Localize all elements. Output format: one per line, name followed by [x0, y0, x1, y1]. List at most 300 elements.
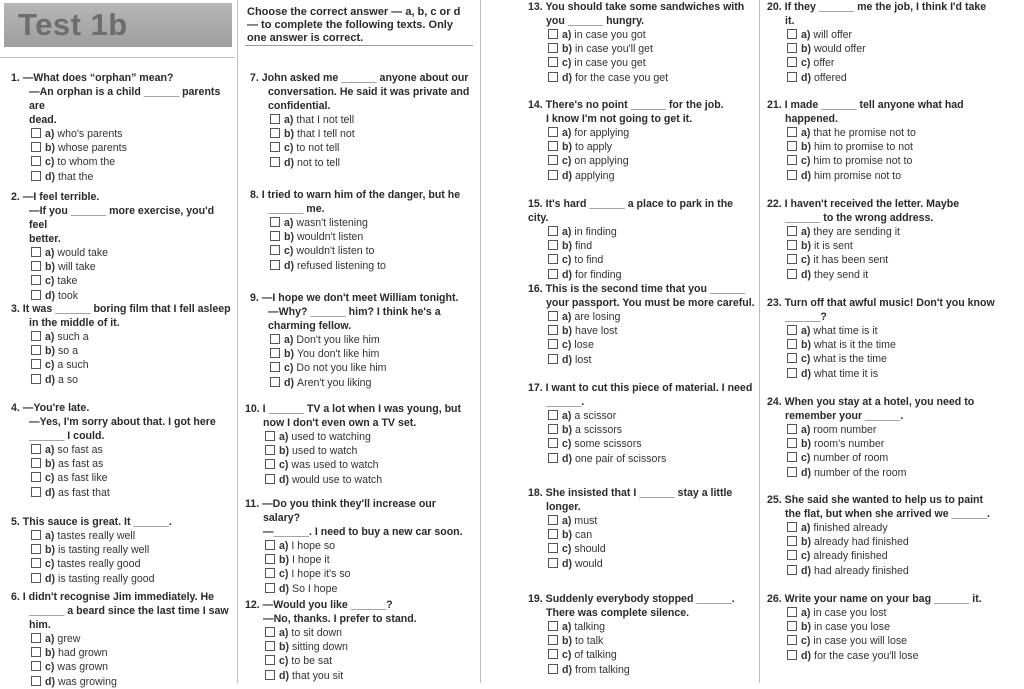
option-letter: b): [562, 424, 572, 437]
option-letter: c): [284, 362, 294, 375]
answer-option[interactable]: [548, 42, 756, 56]
answer-option[interactable]: [548, 557, 756, 571]
option-letter: c): [801, 57, 811, 70]
checkbox[interactable]: [548, 438, 558, 448]
checkbox[interactable]: [787, 72, 797, 82]
answer-option[interactable]: [787, 649, 1017, 663]
question-line: salary?: [263, 512, 301, 524]
answer-option[interactable]: [265, 430, 476, 444]
answer-option[interactable]: [787, 28, 1017, 42]
option-text: they send it: [814, 268, 869, 281]
checkbox[interactable]: [31, 444, 41, 454]
question-23: [767, 296, 1017, 381]
checkbox[interactable]: [548, 141, 558, 151]
answer-option[interactable]: [31, 660, 233, 674]
checkbox[interactable]: [548, 127, 558, 137]
answer-option[interactable]: [787, 466, 1017, 480]
answer-option[interactable]: [787, 253, 1017, 267]
checkbox[interactable]: [787, 339, 797, 349]
checkbox[interactable]: [787, 57, 797, 67]
checkbox[interactable]: [31, 633, 41, 643]
checkbox[interactable]: [787, 424, 797, 434]
question-line: in the middle of it.: [29, 317, 120, 329]
option-text: in case you lost: [813, 607, 887, 619]
option-text: what is it the time: [814, 339, 896, 352]
answer-option[interactable]: [548, 423, 756, 437]
checkbox[interactable]: [31, 661, 41, 671]
option-letter: c): [45, 558, 55, 571]
checkbox[interactable]: [787, 635, 797, 645]
answer-option[interactable]: [270, 333, 476, 347]
answer-option[interactable]: [31, 486, 233, 500]
checkbox[interactable]: [31, 647, 41, 657]
option-text: already had finished: [814, 536, 909, 549]
answer-option[interactable]: [270, 259, 476, 273]
option-letter: b): [45, 345, 55, 358]
checkbox[interactable]: [787, 353, 797, 363]
checkbox[interactable]: [787, 536, 797, 546]
answer-option[interactable]: [548, 663, 756, 677]
instructions: Choose the correct answer — a, b, c or d — to complete the following texts. Only one answer is correct.: [247, 6, 461, 44]
option-text: such a: [57, 331, 89, 343]
checkbox[interactable]: [548, 155, 558, 165]
checkbox[interactable]: [548, 240, 558, 250]
checkbox[interactable]: [31, 142, 41, 152]
option-letter: b): [801, 621, 811, 634]
answer-option[interactable]: [548, 126, 756, 140]
checkbox[interactable]: [548, 529, 558, 539]
answer-option[interactable]: [548, 28, 756, 42]
option-letter: a): [279, 627, 289, 639]
question-stem: [528, 592, 756, 620]
checkbox[interactable]: [548, 543, 558, 553]
question-21: [767, 98, 1017, 183]
question-18: [528, 486, 756, 571]
question-13: [528, 0, 756, 85]
question-stem: [250, 71, 476, 113]
checkbox[interactable]: [548, 43, 558, 53]
answer-option[interactable]: [787, 126, 1017, 140]
question-line: 2. —I feel terrible.: [11, 191, 100, 203]
option-letter: a): [562, 127, 572, 139]
answer-option[interactable]: [548, 253, 756, 267]
checkbox[interactable]: [787, 550, 797, 560]
option-text: is tasting really good: [58, 572, 155, 585]
checkbox[interactable]: [787, 607, 797, 617]
option-letter: d): [284, 156, 294, 169]
option-letter: b): [801, 536, 811, 549]
answer-option[interactable]: [548, 56, 756, 70]
checkbox[interactable]: [270, 114, 280, 124]
answer-option[interactable]: [265, 444, 476, 458]
answer-option[interactable]: [548, 528, 756, 542]
question-stem: [767, 395, 1017, 423]
checkbox[interactable]: [787, 155, 797, 165]
answer-option[interactable]: [548, 409, 756, 423]
answer-option[interactable]: [31, 358, 233, 372]
option-text: in case you'll get: [575, 43, 653, 56]
answer-option[interactable]: [265, 458, 476, 472]
answer-option[interactable]: [787, 268, 1017, 282]
checkbox[interactable]: [548, 72, 558, 82]
option-text: would use to watch: [292, 473, 383, 486]
question-line: conversation. He said it was private and: [268, 86, 470, 98]
question-stem: [245, 402, 476, 430]
checkbox[interactable]: [787, 621, 797, 631]
checkbox[interactable]: [548, 254, 558, 264]
checkbox[interactable]: [548, 424, 558, 434]
checkbox[interactable]: [31, 128, 41, 138]
question-line: 25. She said she wanted to help us to paint: [767, 494, 984, 506]
answer-option[interactable]: [270, 141, 476, 155]
question-stem: [245, 497, 476, 539]
answer-option[interactable]: [787, 42, 1017, 56]
option-letter: c): [801, 635, 811, 648]
checkbox[interactable]: [265, 670, 275, 680]
question-line: charming fellow.: [268, 320, 352, 332]
option-text: to talk: [575, 635, 604, 648]
answer-option[interactable]: [31, 246, 233, 260]
checkbox[interactable]: [548, 558, 558, 568]
answer-option[interactable]: [31, 330, 233, 344]
option-letter: d): [801, 71, 811, 84]
question-5: [11, 515, 233, 586]
answer-option[interactable]: [548, 239, 756, 253]
checkbox[interactable]: [270, 231, 280, 241]
option-letter: a): [45, 530, 55, 542]
question-line: ______ I could.: [29, 430, 105, 442]
answer-option[interactable]: [31, 675, 233, 689]
answer-option[interactable]: [548, 268, 756, 282]
answer-option[interactable]: [787, 451, 1017, 465]
option-letter: c): [562, 57, 572, 70]
option-letter: d): [45, 289, 55, 302]
answer-option[interactable]: [787, 564, 1017, 578]
checkbox[interactable]: [548, 29, 558, 39]
checkbox[interactable]: [31, 558, 41, 568]
answer-option[interactable]: [31, 557, 233, 571]
answer-option[interactable]: [787, 521, 1017, 535]
checkbox[interactable]: [548, 170, 558, 180]
answer-option[interactable]: [31, 260, 233, 274]
answer-option[interactable]: [270, 230, 476, 244]
checkbox[interactable]: [270, 157, 280, 167]
checkbox[interactable]: [787, 565, 797, 575]
answer-option[interactable]: [265, 539, 476, 553]
answer-option[interactable]: [787, 535, 1017, 549]
option-text: to apply: [575, 141, 613, 154]
answer-option[interactable]: [548, 648, 756, 662]
checkbox[interactable]: [787, 254, 797, 264]
checkbox[interactable]: [787, 29, 797, 39]
checkbox[interactable]: [548, 339, 558, 349]
answer-option[interactable]: [270, 244, 476, 258]
answer-option[interactable]: [270, 376, 476, 390]
answer-option[interactable]: [787, 140, 1017, 154]
checkbox[interactable]: [787, 522, 797, 532]
checkbox[interactable]: [270, 334, 280, 344]
answer-option[interactable]: [265, 626, 476, 640]
answer-option[interactable]: [787, 549, 1017, 563]
answer-option[interactable]: [31, 373, 233, 387]
checkbox[interactable]: [31, 472, 41, 482]
option-letter: b): [801, 339, 811, 352]
checkbox[interactable]: [787, 368, 797, 378]
option-text: to not tell: [296, 142, 340, 155]
answer-option[interactable]: [31, 344, 233, 358]
checkbox[interactable]: [31, 247, 41, 257]
option-text: I hope it: [292, 554, 330, 567]
checkbox[interactable]: [31, 331, 41, 341]
answer-option[interactable]: [787, 56, 1017, 70]
option-letter: b): [45, 142, 55, 155]
option-letter: a): [562, 311, 572, 323]
checkbox[interactable]: [265, 583, 275, 593]
answer-option[interactable]: [787, 620, 1017, 634]
option-letter: c): [279, 459, 289, 472]
answer-option[interactable]: [787, 634, 1017, 648]
option-letter: a): [45, 331, 55, 343]
checkbox[interactable]: [548, 269, 558, 279]
checkbox[interactable]: [31, 359, 41, 369]
answer-option[interactable]: [548, 225, 756, 239]
checkbox[interactable]: [787, 438, 797, 448]
checkbox[interactable]: [787, 170, 797, 180]
answer-option[interactable]: [265, 567, 476, 581]
answer-option[interactable]: [265, 473, 476, 487]
checkbox[interactable]: [787, 43, 797, 53]
option-text: I hope it's so: [291, 568, 351, 581]
option-text: that he promise not to: [813, 127, 916, 139]
checkbox[interactable]: [548, 311, 558, 321]
option-letter: b): [279, 554, 289, 567]
checkbox[interactable]: [548, 664, 558, 674]
option-text: had already finished: [814, 564, 909, 577]
answer-option[interactable]: [31, 170, 233, 184]
answer-option[interactable]: [31, 632, 233, 646]
option-letter: d): [562, 71, 572, 84]
answer-option[interactable]: [270, 361, 476, 375]
answer-option[interactable]: [548, 71, 756, 85]
question-20: [767, 0, 1017, 85]
answer-option[interactable]: [31, 141, 233, 155]
checkbox[interactable]: [265, 474, 275, 484]
question-1: [11, 71, 233, 184]
answer-option[interactable]: [31, 529, 233, 543]
option-letter: d): [562, 557, 572, 570]
checkbox[interactable]: [31, 530, 41, 540]
answer-option[interactable]: [787, 225, 1017, 239]
checkbox[interactable]: [787, 269, 797, 279]
question-stem: [11, 302, 233, 330]
answer-option[interactable]: [265, 582, 476, 596]
checkbox[interactable]: [548, 515, 558, 525]
checkbox[interactable]: [787, 467, 797, 477]
answer-option[interactable]: [270, 113, 476, 127]
answer-option[interactable]: [270, 216, 476, 230]
option-text: not to tell: [297, 156, 340, 169]
answer-option[interactable]: [31, 457, 233, 471]
checkbox[interactable]: [31, 171, 41, 181]
answer-option[interactable]: [548, 154, 756, 168]
answer-option[interactable]: [265, 654, 476, 668]
answer-option[interactable]: [31, 443, 233, 457]
checkbox[interactable]: [265, 655, 275, 665]
option-text: was growing: [58, 675, 117, 688]
checkbox[interactable]: [787, 325, 797, 335]
checkbox[interactable]: [787, 452, 797, 462]
answer-option[interactable]: [548, 353, 756, 367]
checkbox[interactable]: [787, 141, 797, 151]
answer-option[interactable]: [548, 542, 756, 556]
option-letter: c): [45, 275, 55, 288]
checkbox[interactable]: [270, 348, 280, 358]
question-10: [245, 402, 476, 487]
question-line: ______?: [785, 311, 827, 323]
answer-option[interactable]: [787, 338, 1017, 352]
answer-option[interactable]: [548, 140, 756, 154]
answer-option[interactable]: [787, 154, 1017, 168]
checkbox[interactable]: [265, 540, 275, 550]
answer-option[interactable]: [787, 239, 1017, 253]
question-stem: [767, 493, 1017, 521]
answer-option[interactable]: [31, 274, 233, 288]
checkbox[interactable]: [265, 627, 275, 637]
checkbox[interactable]: [548, 226, 558, 236]
answer-option[interactable]: [270, 347, 476, 361]
checkbox[interactable]: [787, 226, 797, 236]
checkbox[interactable]: [31, 544, 41, 554]
checkbox[interactable]: [787, 650, 797, 660]
checkbox[interactable]: [270, 217, 280, 227]
question-line: dead.: [29, 114, 57, 126]
checkbox[interactable]: [31, 156, 41, 166]
option-letter: a): [45, 444, 55, 456]
option-text: are losing: [574, 311, 621, 323]
option-text: took: [58, 289, 79, 302]
answer-option[interactable]: [548, 324, 756, 338]
option-text: one pair of scissors: [575, 452, 667, 465]
option-text: to find: [574, 254, 604, 267]
option-text: as fast like: [57, 472, 108, 485]
checkbox[interactable]: [31, 676, 41, 686]
option-text: can: [575, 529, 593, 542]
question-line: 16. This is the second time that you ______: [528, 283, 746, 295]
checkbox[interactable]: [31, 487, 41, 497]
checkbox[interactable]: [548, 354, 558, 364]
option-text: lose: [574, 339, 594, 352]
checkbox[interactable]: [265, 431, 275, 441]
checkbox[interactable]: [31, 374, 41, 384]
answer-option[interactable]: [787, 169, 1017, 183]
checkbox[interactable]: [265, 568, 275, 578]
answer-option[interactable]: [31, 155, 233, 169]
question-line: 6. I didn't recognise Jim immediately. He: [11, 591, 215, 603]
answer-option[interactable]: [270, 156, 476, 170]
answer-option[interactable]: [548, 437, 756, 451]
answer-option[interactable]: [787, 437, 1017, 451]
checkbox[interactable]: [31, 290, 41, 300]
checkbox[interactable]: [270, 260, 280, 270]
answer-option[interactable]: [787, 71, 1017, 85]
question-line: 12. —Would you like ______?: [245, 599, 393, 611]
answer-option[interactable]: [31, 127, 233, 141]
checkbox[interactable]: [270, 128, 280, 138]
answer-option[interactable]: [270, 127, 476, 141]
checkbox[interactable]: [265, 641, 275, 651]
checkbox[interactable]: [270, 362, 280, 372]
checkbox[interactable]: [548, 325, 558, 335]
checkbox[interactable]: [265, 445, 275, 455]
answer-option[interactable]: [787, 423, 1017, 437]
option-letter: d): [562, 663, 572, 676]
checkbox[interactable]: [270, 142, 280, 152]
checkbox[interactable]: [787, 240, 797, 250]
option-text: number of room: [813, 452, 889, 465]
checkbox[interactable]: [31, 573, 41, 583]
option-letter: b): [801, 141, 811, 154]
answer-option[interactable]: [548, 620, 756, 634]
answer-option[interactable]: [265, 669, 476, 683]
answer-option[interactable]: [548, 310, 756, 324]
answer-option[interactable]: [31, 289, 233, 303]
answer-option[interactable]: [787, 606, 1017, 620]
checkbox[interactable]: [31, 345, 41, 355]
option-letter: d): [45, 486, 55, 499]
checkbox[interactable]: [31, 458, 41, 468]
answer-option[interactable]: [265, 640, 476, 654]
checkbox[interactable]: [548, 57, 558, 67]
checkbox[interactable]: [548, 621, 558, 631]
option-letter: d): [801, 564, 811, 577]
checkbox[interactable]: [265, 554, 275, 564]
checkbox[interactable]: [270, 245, 280, 255]
answer-option[interactable]: [787, 352, 1017, 366]
answer-option[interactable]: [31, 572, 233, 586]
question-stem: [767, 592, 1017, 606]
checkbox[interactable]: [270, 377, 280, 387]
question-line: 26. Write your name on your bag ______ it.: [767, 593, 982, 605]
checkbox[interactable]: [548, 453, 558, 463]
question-3: [11, 302, 233, 387]
option-letter: a): [801, 29, 811, 41]
answer-option[interactable]: [548, 452, 756, 466]
checkbox[interactable]: [548, 649, 558, 659]
answer-option[interactable]: [31, 646, 233, 660]
answer-option[interactable]: [548, 338, 756, 352]
option-letter: c): [279, 568, 289, 581]
answer-option[interactable]: [548, 169, 756, 183]
question-line: —No, thanks. I prefer to stand.: [263, 613, 417, 625]
option-text: applying: [575, 169, 615, 182]
answer-option[interactable]: [787, 367, 1017, 381]
answer-option[interactable]: [548, 634, 756, 648]
option-text: would: [575, 557, 603, 570]
checkbox[interactable]: [548, 635, 558, 645]
answer-option[interactable]: [787, 324, 1017, 338]
answer-option[interactable]: [31, 543, 233, 557]
checkbox[interactable]: [265, 459, 275, 469]
checkbox[interactable]: [31, 275, 41, 285]
answer-option[interactable]: [265, 553, 476, 567]
question-6: [11, 590, 233, 689]
answer-option[interactable]: [31, 471, 233, 485]
checkbox[interactable]: [548, 410, 558, 420]
checkbox[interactable]: [787, 127, 797, 137]
option-letter: c): [284, 245, 294, 258]
checkbox[interactable]: [31, 261, 41, 271]
answer-option[interactable]: [548, 514, 756, 528]
